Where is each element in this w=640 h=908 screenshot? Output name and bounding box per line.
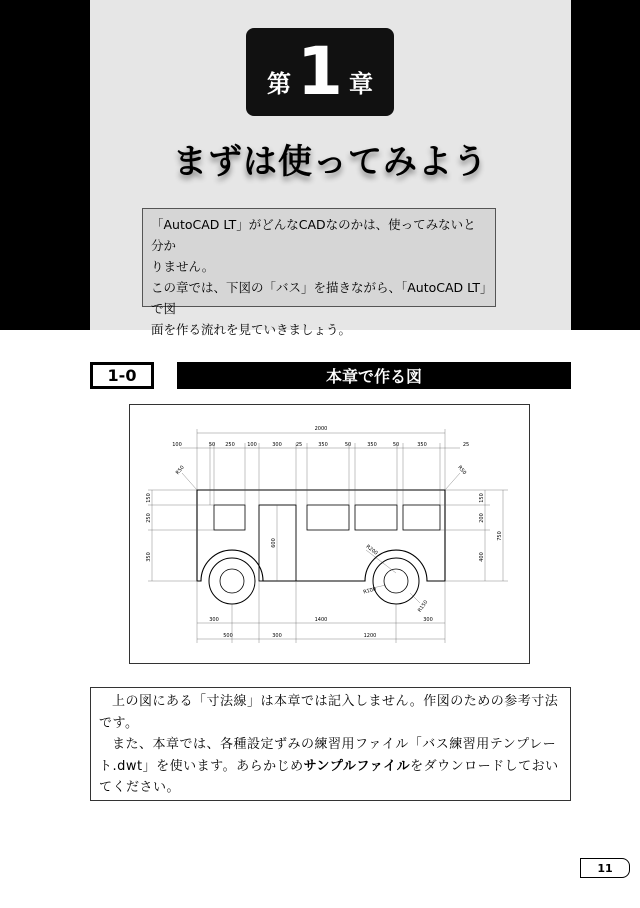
bus-window [355,505,397,530]
section-title: 本章で作る図 [177,362,571,389]
bus-window [214,505,245,530]
front-wheel-outer [209,558,255,604]
chapter-number: 1 [297,33,343,110]
dim-bottom: 500 [223,633,233,639]
intro-line: りません。 [151,259,215,274]
chapter-prefix: 第 [267,69,292,98]
dim-top: 250 [225,442,235,448]
bus-body-outline [197,490,445,581]
dim-top: 100 [172,442,182,448]
dim-right: 150 [479,493,485,503]
dim-top: 350 [367,442,377,448]
dim-top: 350 [318,442,328,448]
note-box [90,687,571,801]
dim-bottom: 300 [272,633,282,639]
front-wheel-inner [220,569,244,593]
bus-window [307,505,349,530]
chapter-badge [246,28,394,116]
bus-window [403,505,440,530]
dim-top: 25 [295,442,303,448]
note-paragraph: 上の図にある「寸法線」は本章では記入しません。作図のための参考寸法です。 [99,694,559,731]
dim-radius: R200 [364,543,379,557]
dim-radius: R50 [174,464,186,477]
note-text: また、本章では、各種設定ずみの練習用ファイル「バス練習用テンプレート.dwt」を使います。あらかじめ [99,737,557,774]
dim-bottom: 1200 [363,633,377,639]
note-text: をダウンロードしておいてください。 [99,758,559,795]
dim-left: 150 [146,493,152,503]
dim-right: 400 [479,552,485,562]
bus-drawing [129,404,530,664]
intro-line: この章では、下図の「バス」を描きながら、「AutoCAD LT」で図 [151,280,487,316]
dim-bottom: 300 [423,617,433,623]
intro-box [142,208,496,337]
dim-top: 300 [272,442,282,448]
dim-radius: R150 [416,599,430,614]
dim-top: 50 [344,442,352,448]
rear-wheel-outer [373,558,419,604]
bus-drawing-svg [130,405,531,665]
left-black-band [0,0,90,330]
intro-line: 「AutoCAD LT」がどんなCADなのかは、使ってみないと分か [151,217,476,253]
sample-file-link: サンプルファイル [303,758,411,774]
bus-door [259,505,296,581]
dim-door: 600 [271,538,277,548]
dim-top: 25 [462,442,470,448]
dim-radius: R50 [456,464,468,477]
dim-top: 350 [417,442,427,448]
dim-bottom: 1400 [314,617,328,623]
dim-top: 50 [392,442,400,448]
dim-radius: R100 [362,586,377,596]
chapter-title: まずは使ってみよう [173,142,488,182]
right-black-band [571,0,640,330]
dim-left: 350 [146,552,152,562]
dim-overall: 2000 [314,426,328,432]
chapter-suffix: 章 [348,69,373,98]
intro-line: 面を作る流れを見ていきましょう。 [151,322,352,337]
rear-wheel-inner [384,569,408,593]
dim-bottom: 300 [209,617,219,623]
page-number: 11 [580,858,630,878]
dim-top: 50 [208,442,216,448]
dim-left: 250 [146,513,152,523]
dim-right: 200 [479,513,485,523]
section-number: 1-0 [90,362,154,389]
note-paragraph [99,734,562,799]
dim-top: 100 [247,442,257,448]
dim-right: 750 [497,531,503,541]
